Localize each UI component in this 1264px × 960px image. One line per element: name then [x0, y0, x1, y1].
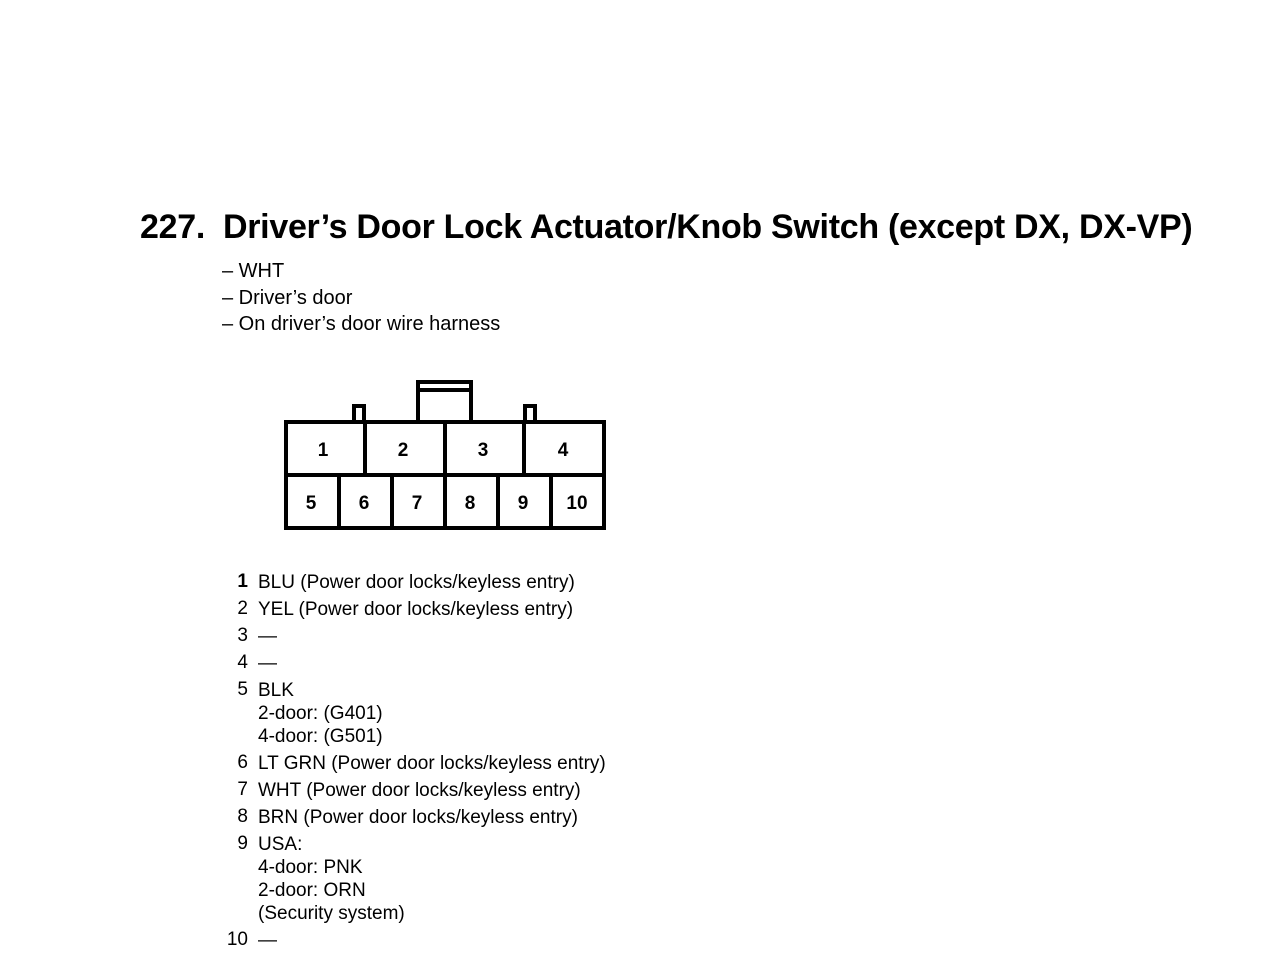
pin-item: [222, 598, 606, 621]
pin-description-line: BLU (Power door locks/keyless entry): [258, 572, 575, 593]
pin-description-line: WHT (Power door locks/keyless entry): [258, 780, 581, 801]
pin-description-line: BLK: [258, 680, 294, 701]
pin-number: 6: [237, 752, 248, 773]
pin-item: [222, 679, 606, 748]
pin-description: [258, 779, 581, 802]
connector-diagram: [280, 376, 612, 541]
cavity-label: 6: [358, 493, 370, 514]
pin-description-line: 4-door: PNK: [258, 857, 363, 878]
pin-description: [258, 833, 405, 925]
pin-number: 8: [237, 806, 248, 827]
key-left: [354, 406, 364, 422]
pin-description: [258, 679, 383, 748]
pin-item: [222, 929, 606, 952]
pin-description: [258, 571, 575, 594]
pin-description: [258, 806, 578, 829]
pin-description-line: LT GRN (Power door locks/keyless entry): [258, 753, 606, 774]
pin-description-line: (Security system): [258, 903, 405, 924]
title-number: 227.: [140, 208, 205, 246]
cavity-label: 2: [397, 440, 409, 461]
cavity-label: 7: [411, 493, 423, 514]
pin-number: 3: [237, 625, 248, 646]
pin-description-line: YEL (Power door locks/keyless entry): [258, 599, 574, 620]
pin-number: 10: [226, 929, 248, 950]
cavity-label: 3: [477, 440, 489, 461]
page-title: [140, 208, 1192, 247]
pin-item: [222, 779, 606, 802]
pin-number: 5: [237, 679, 248, 700]
pin-list: [222, 571, 606, 956]
pin-number: 4: [237, 652, 248, 673]
pin-description-line: USA:: [258, 834, 303, 855]
pin-description: [258, 598, 573, 621]
pin-description: [258, 625, 277, 648]
detail-harness: – On driver’s door wire harness: [222, 313, 501, 335]
cavity-label: 5: [305, 493, 317, 514]
pin-description: [258, 752, 606, 775]
title-text: Driver’s Door Lock Actuator/Knob Switch (except DX, DX-VP): [223, 208, 1193, 246]
pin-item: [222, 806, 606, 829]
cavity-label: 1: [317, 440, 329, 461]
connector-details: [222, 258, 500, 338]
pin-number: 7: [237, 779, 248, 800]
pin-item: [222, 752, 606, 775]
cavity-label: 10: [566, 493, 588, 514]
pin-description: [258, 929, 277, 952]
connector-face: [280, 376, 612, 536]
pin-description-line: 4-door: (G501): [258, 726, 383, 747]
pin-item: [222, 571, 606, 594]
cavity-label: 4: [557, 440, 569, 461]
key-right: [525, 406, 535, 422]
pin-description-line: BRN (Power door locks/keyless entry): [258, 807, 578, 828]
pin-item: [222, 625, 606, 648]
pin-number: 2: [237, 598, 248, 619]
pin-description-line: —: [258, 930, 277, 951]
cavity-label: 8: [464, 493, 476, 514]
pin-item: [222, 652, 606, 675]
pin-description-line: —: [258, 653, 277, 674]
pin-number: 9: [237, 833, 248, 854]
detail-location: – Driver’s door: [222, 286, 353, 309]
pin-description-line: 2-door: (G401): [258, 703, 383, 724]
pin-description: [258, 652, 277, 675]
pin-item: [222, 833, 606, 925]
pin-number: 1: [237, 571, 248, 592]
cavity-label: 9: [517, 493, 529, 514]
pin-description-line: —: [258, 626, 277, 647]
pin-description-line: 2-door: ORN: [258, 880, 366, 901]
detail-color: – WHT: [222, 260, 285, 282]
